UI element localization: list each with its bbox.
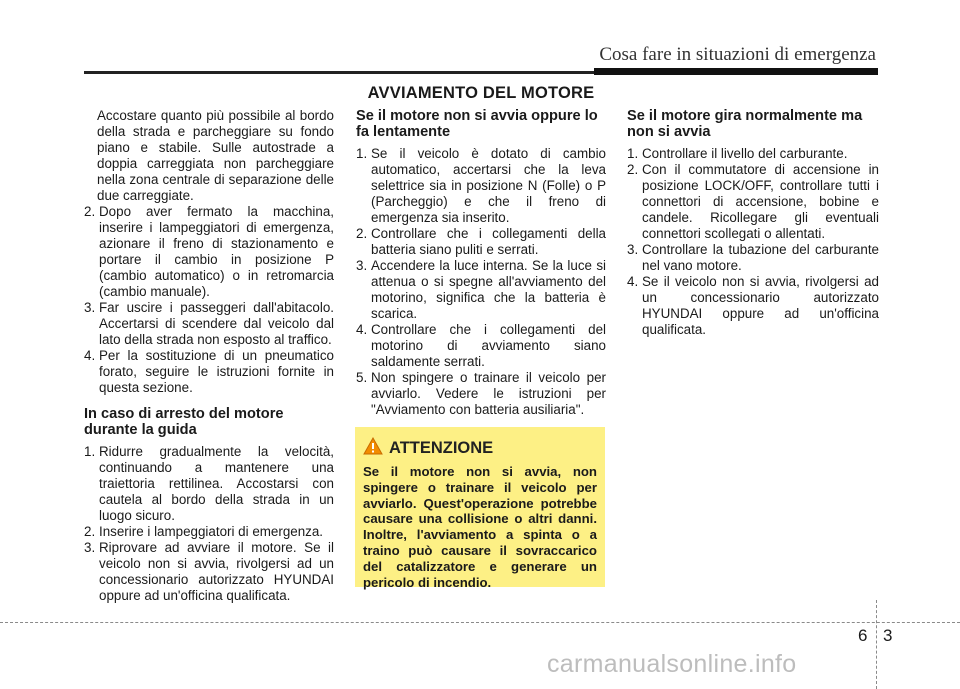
column-right bbox=[627, 108, 879, 338]
item-text: Non spingere o trainare il veicolo per avviarlo. Vedere le istruzioni per "Avviamento con batteria ausiliaria". bbox=[371, 370, 606, 417]
item-number: 3. bbox=[627, 242, 639, 257]
item-number: 3. bbox=[356, 258, 368, 273]
list-item bbox=[356, 258, 606, 322]
steps-list-cranks bbox=[627, 146, 879, 338]
list-item bbox=[84, 540, 334, 604]
list-item bbox=[627, 242, 879, 274]
item-number: 2. bbox=[84, 204, 96, 219]
subheading-cranks-no-start: Se il motore gira normalmente ma non si avvia bbox=[627, 108, 863, 140]
watermark: carmanualsonline.info bbox=[547, 650, 797, 678]
warning-title: ATTENZIONE bbox=[389, 439, 494, 457]
intro-paragraph: Accostare quanto più possibile al bordo della strada e parcheggiare su fondo piano e stabile. Sulle autostrade a doppia carreggiata non parcheggiare nella zona centrale di separazione delle due carreggiate. bbox=[97, 108, 334, 203]
warning-box bbox=[355, 427, 605, 590]
item-text: Accendere la luce interna. Se la luce si attenua o si spegne all'avviamento del motorino, significa che la batteria è scarica. bbox=[371, 258, 606, 321]
list-item bbox=[627, 146, 879, 162]
list-item bbox=[356, 146, 606, 226]
list-item bbox=[356, 322, 606, 370]
item-text: Far uscire i passeggeri dall'abitacolo. Accertarsi di scendere dal veicolo dal lato della strada non esposto al traffico. bbox=[99, 300, 334, 347]
item-text: Controllare che i collegamenti del motorino di avviamento siano saldamente serrati. bbox=[371, 322, 606, 369]
list-item bbox=[84, 524, 334, 540]
list-item bbox=[356, 370, 606, 418]
steps-list-no-start bbox=[356, 146, 606, 418]
item-text: Riprovare ad avviare il motore. Se il veicolo non si avvia, rivolgersi ad un concessionario autorizzato HYUNDAI oppure ad un'officina qualificata. bbox=[99, 540, 334, 603]
list-item bbox=[84, 300, 334, 348]
page-number: 3 bbox=[883, 626, 893, 645]
steps-list-2 bbox=[84, 444, 334, 604]
item-number: 4. bbox=[84, 348, 96, 363]
footer-divider bbox=[0, 622, 960, 623]
item-text: Se il veicolo non si avvia, rivolgersi ad un concessionario autorizzato HYUNDAI oppure ad un'officina qualificata. bbox=[642, 274, 879, 337]
item-number: 1. bbox=[84, 444, 96, 459]
list-item bbox=[84, 204, 334, 300]
warning-triangle-icon bbox=[363, 437, 383, 460]
column-middle bbox=[356, 108, 606, 418]
item-text: Per la sostituzione di un pneumatico forato, seguire le istruzioni fornite in questa sezione. bbox=[99, 348, 334, 395]
list-item bbox=[356, 226, 606, 258]
item-number: 3. bbox=[84, 540, 96, 555]
item-text: Con il commutatore di accensione in posizione LOCK/OFF, controllare tutti i connettori di accensione, bobine e candele. Ricollegare gli eventuali connettori scollegati o allentati. bbox=[642, 162, 879, 241]
warning-header bbox=[363, 437, 597, 460]
item-text: Inserire i lampeggiatori di emergenza. bbox=[99, 524, 324, 539]
subheading-no-start: Se il motore non si avvia oppure lo fa lentamente bbox=[356, 108, 598, 140]
list-item bbox=[84, 444, 334, 524]
list-item bbox=[627, 274, 879, 338]
item-number: 3. bbox=[84, 300, 96, 315]
item-text: Dopo aver fermato la macchina, inserire i lampeggiatori di emergenza, azionare il freno di stazionamento e portare il cambio in posizione P (cambio automatico) o in retromarcia (cambio manuale). bbox=[99, 204, 334, 299]
item-number: 4. bbox=[356, 322, 368, 337]
list-item bbox=[627, 162, 879, 242]
item-text: Ridurre gradualmente la velocità, continuando a mantenere una traiettoria rettilinea. Accostarsi con cautela al bordo della strada in un luogo sicuro. bbox=[99, 444, 334, 523]
chapter-number: 6 bbox=[858, 626, 868, 645]
list-item bbox=[84, 348, 334, 396]
item-text: Controllare il livello del carburante. bbox=[642, 146, 848, 161]
item-number: 2. bbox=[627, 162, 639, 177]
item-number: 2. bbox=[84, 524, 96, 539]
steps-list-1 bbox=[84, 204, 334, 396]
item-number: 4. bbox=[627, 274, 639, 289]
header-rule-accent bbox=[594, 68, 878, 75]
item-number: 1. bbox=[627, 146, 639, 161]
item-text: Controllare che i collegamenti della batteria siano puliti e serrati. bbox=[371, 226, 606, 257]
section-title: AVVIAMENTO DEL MOTORE bbox=[367, 84, 595, 102]
warning-text: Se il motore non si avvia, non spingere o trainare il veicolo per avviarlo. Quest'operazione potrebbe causare una collisione o altri danni. Inoltre, l'avviamento a spinta o a traino può causare il sovraccarico del catalizzatore e generare un pericolo di incendio. bbox=[363, 464, 597, 590]
footer-vertical-divider bbox=[876, 600, 877, 689]
item-text: Se il veicolo è dotato di cambio automatico, accertarsi che la leva selettrice sia in posizione N (Folle) o P (Parcheggio) e che il freno di emergenza sia inserito. bbox=[371, 146, 606, 225]
item-number: 5. bbox=[356, 370, 368, 385]
item-text: Controllare la tubazione del carburante nel vano motore. bbox=[642, 242, 879, 273]
subheading-engine-stop: In caso di arresto del motore durante la guida bbox=[84, 406, 284, 438]
column-left bbox=[84, 108, 334, 604]
header-title: Cosa fare in situazioni di emergenza bbox=[599, 44, 876, 65]
item-number: 1. bbox=[356, 146, 368, 161]
item-number: 2. bbox=[356, 226, 368, 241]
